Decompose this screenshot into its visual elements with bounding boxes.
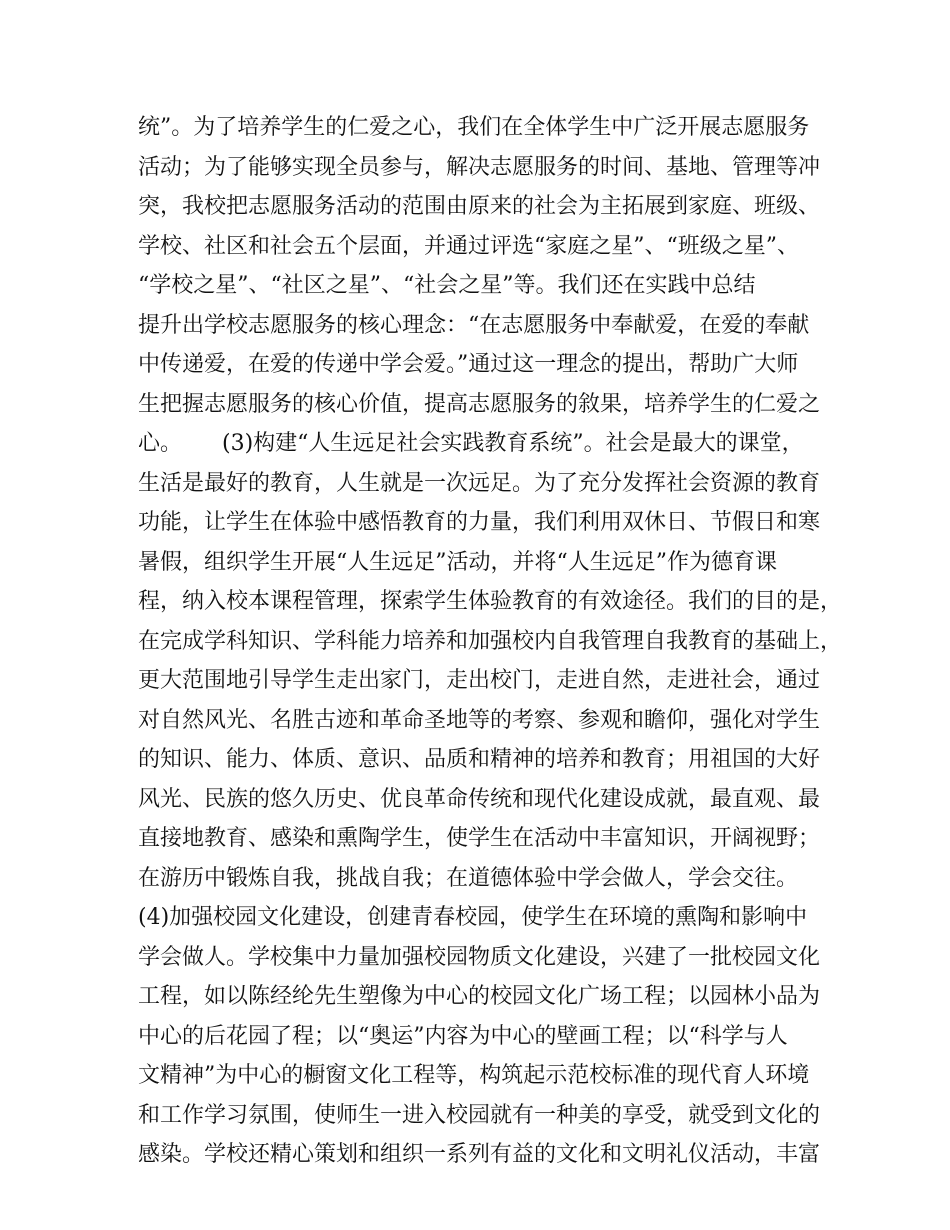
text-line: 学会做人。学校集中力量加强校园物质文化建设，兴建了一批校园文化 — [138, 944, 821, 970]
text-line: 直接地教育、感染和熏陶学生，使学生在活动中丰富知识，开阔视野； — [138, 826, 821, 851]
text-line: 更大范围地引导学生走出家门，走出校门，走进自然，走进社会，通过 — [138, 668, 821, 693]
text-line: 活动；为了能够实现全员参与，解决志愿服务的时间、基地、管理等冲 — [138, 154, 821, 180]
text-line: 中传递爱，在爱的传递中学会爱。”通过这一理念的提出，帮助广大师 — [138, 352, 799, 377]
text-line: 文精神”为中心的橱窗文化工程等，构筑起示范校标准的现代育人环境 — [138, 1063, 810, 1088]
text-line: 突，我校把志愿服务活动的范围由原来的社会为主拓展到家庭、班级、 — [138, 194, 821, 219]
text-line: “学校之星”、“社区之星”、“社会之星”等。我们还在实践中总结 — [138, 273, 756, 298]
text-line: 生活是最好的教育，人生就是一次远足。为了充分发挥社会资源的教育 — [138, 470, 821, 496]
text-line: 中心的后花园了程；以“奥运”内容为中心的壁画工程；以“科学与人 — [138, 1023, 788, 1049]
text-line: 功能，让学生在体验中感悟教育的力量，我们利用双休日、节假日和寒 — [138, 510, 821, 535]
text-line: 暑假，组织学生开展“人生远足”活动，并将“人生远足”作为德育课 — [138, 549, 777, 575]
text-line: 提升出学校志愿服务的核心理念：“在志愿服务中奉献爱，在爱的奉献 — [138, 312, 810, 338]
text-line: (4)加强校园文化建设，创建青春校园，使学生在环境的熏陶和影响中 — [138, 905, 808, 930]
text-line: 程，纳入校本课程管理，探索学生体验教育的有效途径。我们的目的是， — [138, 589, 843, 614]
text-line: 工程，如以陈经纶先生塑像为中心的校园文化广场工程；以园林小品为 — [138, 984, 821, 1009]
text-line: 的知识、能力、体质、意识、品质和精神的培养和教育；用祖国的大好 — [138, 747, 821, 772]
body-text — [138, 108, 843, 1175]
text-line: 感染。学校还精心策划和组织一系列有益的文化和文明礼仪活动，丰富 — [138, 1142, 821, 1167]
text-line: 心。 (3)构建“人生远足社会实践教育系统”。社会是最大的课堂， — [138, 431, 804, 456]
text-line: 学校、社区和社会五个层面，并通过评选“家庭之星”、“班级之星”、 — [138, 233, 799, 259]
text-line: 统”。为了培养学生的仁爱之心，我们在全体学生中广泛开展志愿服务 — [138, 115, 810, 140]
text-line: 风光、民族的悠久历史、优良革命传统和现代化建设成就，最直观、最 — [138, 786, 821, 812]
text-line: 生把握志愿服务的核心价值，提高志愿服务的敘果，培养学生的仁爱之 — [138, 391, 821, 417]
text-line: 在游历中锻炼自我，挑战自我；在道德体验中学会做人，学会交往。 — [138, 865, 799, 891]
text-line: 在完成学科知识、学科能力培养和加强校内自我管理自我教育的基础上， — [138, 628, 843, 654]
text-line: 对自然风光、名胜古迹和革命圣地等的考察、参观和瞻仰，强化对学生 — [138, 707, 821, 733]
text-line: 和工作学习氛围，使师生一进入校园就有一种美的享受，就受到文化的 — [138, 1102, 821, 1128]
